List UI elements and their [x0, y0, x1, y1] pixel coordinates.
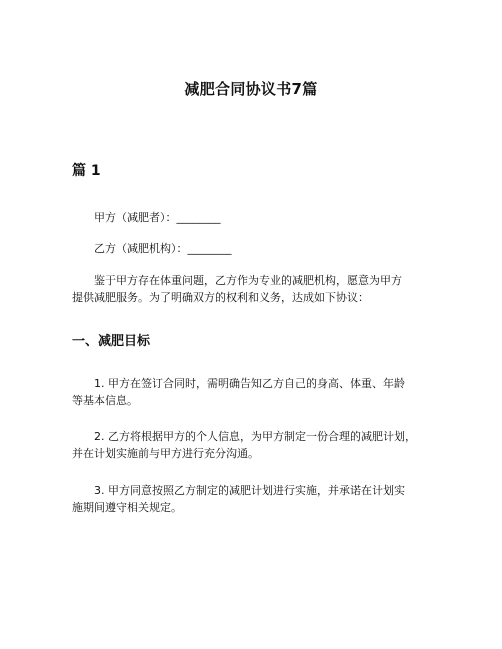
- document-title: 减肥合同协议书7篇: [184, 80, 318, 98]
- goal-item-2-line-2: 并在计划实施前与甲方进行充分沟通。: [72, 447, 259, 460]
- preamble-line-1: 鉴于甲方存在体重问题，乙方作为专业的减肥机构，愿意为甲方: [94, 274, 402, 287]
- preamble-line-2: 提供减肥服务。为了明确双方的权利和义务，达成如下协议：: [72, 291, 369, 304]
- goal-item-3-line-1: 3. 甲方同意按照乙方制定的减肥计划进行实施，并承诺在计划实: [94, 484, 405, 497]
- party-b-line: [72, 240, 442, 257]
- preamble-paragraph: [72, 272, 442, 306]
- goal-item-1-line-1: 1. 甲方在签订合同时，需明确告知乙方自己的身高、体重、年龄: [94, 377, 405, 390]
- party-a-text: 甲方（减肥者）：________: [94, 211, 221, 224]
- goal-item-2: [72, 428, 442, 462]
- section-heading-goals: 一、减肥目标: [72, 334, 151, 349]
- goal-item-1-line-2: 等基本信息。: [72, 394, 138, 407]
- party-b-text: 乙方（减肥机构）：________: [94, 242, 232, 255]
- goal-item-1: [72, 375, 442, 409]
- goal-item-3-line-2: 施期间遵守相关规定。: [72, 501, 182, 514]
- party-a-line: [72, 209, 442, 226]
- goal-item-2-line-1: 2. 乙方将根据甲方的个人信息，为甲方制定一份合理的减肥计划，: [94, 430, 416, 443]
- section-heading-part1: 篇 1: [72, 163, 101, 179]
- goal-item-3: [72, 482, 442, 516]
